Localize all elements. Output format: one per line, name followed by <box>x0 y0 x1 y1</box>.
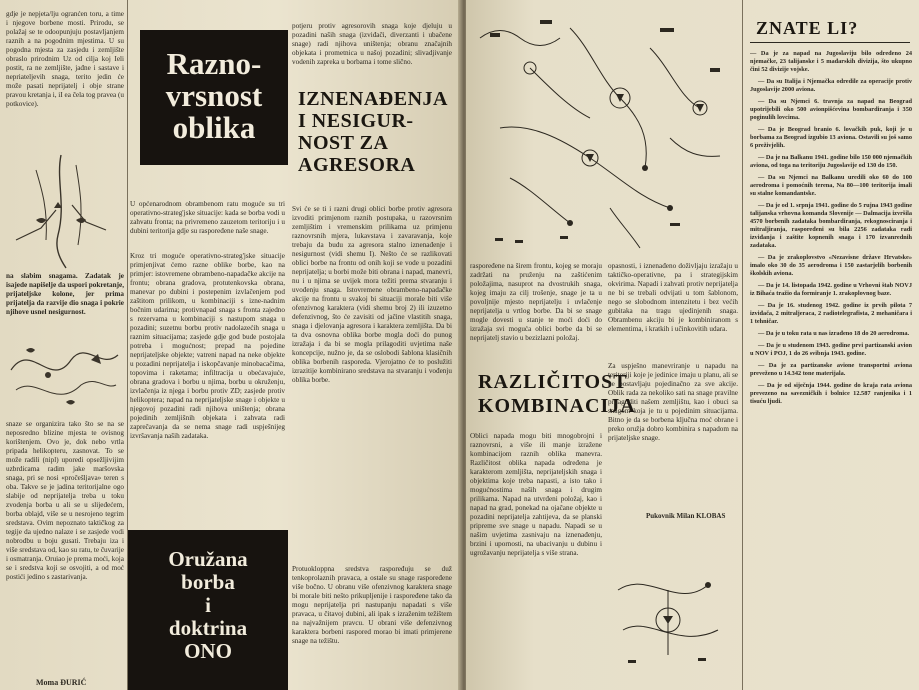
author-signature-right: Pukovnik Milan KLOBAS <box>646 512 726 520</box>
right-page <box>466 0 919 690</box>
znate-li-item: — Da su Njemci na Balkanu uredili oko 60 do 100 aerodroma i pomoćnih terena, Na 80—100 teritorija imali su stalne komandantske. <box>750 174 912 197</box>
znate-li-item: — Da je u toku rata u nas izrađeno 18 do 20 aerodroma. <box>758 330 910 337</box>
left-column-top-text: gdje je nepjeta/lju ogranćen toru, a time i njegove borbene mosti. Prirodu, se polažaj se te odoopunjuju postavljanjem raznih a na pogodnim mjestima. U su pogodna mjesta za zasjedu i zemljište obraslo prirodnim Uz od cilja koj Ieli postit, ra ne zemljište, jađne i sastave i nepriateljevih snaga, terito jedin će može pasati neprijatelj i obje strane pravou kretanja i, iI ea čela tog pravea (u potkovice). <box>6 10 124 108</box>
terrain-sketch-lower <box>6 330 124 420</box>
section-title-line: RAZLIČITOST <box>478 371 628 393</box>
left-column-caption: na slabim snagama. Zadatak je isajede napišelje da uspori pokretanje, prijateljske kolone, jer prima prijatelja da razvije dio snaga i pokrie njihove usnel nesigurnost. <box>6 272 124 316</box>
znate-li-title: ZNATE LI? <box>756 18 859 38</box>
bottom-box-line: doktrina <box>168 616 248 640</box>
znate-li-item: — Da je za partizanske avione transportni aviona preveženo u 14.342 tone materijala. <box>750 362 912 377</box>
right-page-col-a-body: Oblici napada mogu biti mnogobrojni i raznovrsni, a više ili manje izražene kombinacijom raznih oblika manevra. Različitost oblika napada određena je karakterom zemljišta, neprijateljskih snaga i objektima koje treba napasti, a isto tako i mogućnostima naših snaga i drugim prilikama. Napad na utvrđeni položaj, kao i napad na grad, ponekad na ojačane objekte u pozadini neprijatelja zahtijeva, da se planski pripreme sve snage u napadu. Napadi se u našim uvjetima zasnivaju na iznenađenju, brzini i upornosti, na ubacivanju u dubinu i ugrožavanju neprijatelja s više strana. <box>470 432 602 557</box>
author-signature-left: Moma ĐURIĆ <box>36 678 87 687</box>
znate-li-item: — Da je u studenom 1943. godine prvi partizanski avion u NOV i POJ, 1 do 26 svibnja 1943. godine. <box>750 342 912 357</box>
znate-li-item: — Da je zrakoplovstvo «Nezavisne države Hrvatske» imalo oko 30 do 35 aerodroma i 150 zastarjelih borbenih školskih aviona. <box>750 254 912 277</box>
tactical-scheme-diagram <box>470 8 738 258</box>
right-column-body: Svi će se ti i razni drugi oblici borbe protiv agresora izvoditi primjenom raznih postupaka, u razovrsnim zemljištim i vremenskim prilikama uz primjenu raznovrsnih mjera, lukavstava i zavaravanja, koje trebaju da budu za agresora stalno iznenađenje i nesigurnost (vidi shemu I). Nešto će se razlikovati oblici borbe na frontu od onih koji se vode u pozadini neprijatelja; u borbi može biti obrana i napad, manevri, nu i u njima se uvijek mora težiti prema stvaranju i uvođenju snaga. Istovremene obrambeno-napadačke akcije na frontu u svakoj bi situaciji morale biti više ofenzivnog karaktera (vidi shemu broj 2) ili izuzetno defenzivnog, što će zavisiti od jačine vlastitih snaga, snaga i djelovanja agresora i karaktera zemljišta. Da bi ta dva osnovna oblika borbe mogla doći do punog izražaja i da bi se mogla prilagoditi uvjetima naše koncepcije, nužno je, da se oslobodi šablona klasičnih oblika borbenih rasporeda. Vjerojatno će to poslužiti izrazitije kombinirano sredstava na stvaranju i vođenju oblika borbe. <box>292 205 452 384</box>
bottom-box-line: Oružana <box>168 547 248 571</box>
znate-li-item: — Da je 14. listopada 1942. godine u Vrhovni štab NOVJ iz Bihaća tražio da formiranje 1. zrakoplovnog baze. <box>750 282 912 297</box>
znate-li-list <box>750 50 912 686</box>
right-column-top-text: potjeru protiv agresorovih snaga koje djeluju u pozadini naših snaga (izviđači, diverzanti i ubačene snage) radi njihova uništenja; obranu značajnih objekata i prometnica u našoj pozadini; slivadjivanje vodenih zapreka u borbama i tome slično. <box>292 22 452 66</box>
znate-li-item: — Da je za napad na Jugoslaviju bilo određeno 24 njemačke, 23 talijanske i 5 mađarskih divizija, što ukupno čini 52 divizije vojske. <box>750 50 912 73</box>
middle-column-body: Kroz tri moguće operativno-strateg'jske situacije primjenjivat ćemo razne oblike borbe, kao na primjer: istovremene obrambeno-napadačke akcije na frontu; obrana gradova, protutenkovska obrana, manevar po dubini i postepenim izvlačenjem pod zaštitom prilikom, u kombinaciji s izne-nadnim bočnim udarima; protivnapad snaga s fronta zajedno s rezervama u kombinaciji s nastupom snaga u pozadini; suzetnu borbu protiv nadolazećih snaga u raznim situacijama; zasjede gdje god bude postojala potreba i mogućnost; prepad na pojedine neprijateljske objekte; vatreni napad na neke objekte u pozadini neprijatelja i iskopčavanje minobacačima, topovima i raketama; infiltracija u obećavajuće, obrana gradova i borbu u njima, borbu u okruženju, izvlačenja iz njega i borbu protiv ZD; zasjede protiv helikoptera; napad na neprijateljske snage i objekte u njegovoj pozadini radi njihova uništenja; obrana pojedinih zemljišnih objekata i zahvata radi zaprečavanja da se nema snage radi uspješnijeg izvršavanja naših zadataka. <box>130 252 285 440</box>
znate-li-item: — Da je 16. studenog 1942. godine iz prvih pilota 7 izviđača, 2 mitraljeraca, 2 radiotelegrafista, 2 mehaničara i 1 tehničar. <box>750 302 912 325</box>
main-title-iznenadenja <box>298 88 458 176</box>
znate-li-item: — Da je od siječnja 1944. godine do kraja rata aviona prevezeno na savezničkih i bolnice 12.587 ranjenika i 1 tisuću ljudi. <box>750 382 912 405</box>
znate-li-item: — Da je od 1. srpnja 1941. godine do 5 rujna 1943 godine talijanska vrhovna komanda Slovenije — Dalmacija izvršila 4570 borbenih zadataka bombardiranja, rekognosciranja i mitraljiranja, raspoređeni su bila 2256 zadataka radi izviđanja i zaštite kopnenih snaga i 170 izvanrednih zadataka. <box>750 202 912 249</box>
middle-column-intro: U općenarodnom obrambenom ratu moguće su tri operativno-strateg'jske situacije: kada se borba vodi u zahvatu fronta; na privremeno zauzetom teritoriju i u dubini teritorija gdje su raspoređene naše snage. <box>130 200 285 235</box>
tactical-sketch-lower <box>608 560 740 680</box>
right-page-col-a-top: raspoređene na širem frontu, kojeg se moraju zadržati na pruženju na zaštićenim položajima, nasuprot na dvostrukih snaga, kojeg imaju za cilj trošenje, snage je ta u povoljnije mjesto neprijatelju i uvlačenje neprijatelja u vrtlog borbe. Da bi se snage mogle dovesti u stanje te moći doći do izražaja svi moguća oblici borbe da bi se neprijatelj stavio u bezizlazni položaj. <box>470 262 602 342</box>
znate-li-underline <box>750 42 910 43</box>
main-title-line: IZNENAĐENJA <box>298 88 448 110</box>
znate-li-item: — Da su Italija i Njemačka odredile za operacije protiv Jugoslavije 2000 aviona. <box>750 78 912 93</box>
header-box-line: Razno- <box>166 46 262 81</box>
header-box-raznovrsnost <box>140 30 288 165</box>
section-title-line: KOMBINACIJA <box>478 395 636 417</box>
znate-li-item: — Da su Njemci 6. travnja za napad na Beograd upotrijebili oko 500 avionpišćevina bombardiranja i 350 poginulih lovcima. <box>750 98 912 121</box>
main-title-line: NOST ZA <box>298 132 389 154</box>
bottom-box-oruzana-borba <box>128 530 288 690</box>
znate-li-item: — Da je na Balkanu 1941. godine bilo 150 000 njemačkih aviona, od toga na teritoriju Jugoslavije od 130 do 150. <box>750 154 912 169</box>
right-column-bottom: Protuokloppna sredstva raspoređuju se duž tenkoprolaznih pravaca, a ostale su snage raspoređene više bočno. U obranu više ofenzivnog karaktera snage bi morale biti nešto prikupljenije i raspoređene tako da mogu neprijatelja pri nastupanju napadati s više pravaca, u čitavoj dubini, ali ipak s izraženim težištem na najvažnijem pravcu. U obrani više defenzivnog karaktera borbeni raspored morao bi imati primjerene snage na težištu. <box>292 565 452 645</box>
znate-li-item: — Da je Beograd branio 6. lovačkih puk, koji je u borbama za Beograd izgubio 13 aviona. Ostavili su još samo 6 preživjelih. <box>750 126 912 149</box>
bottom-box-line: ONO <box>184 639 232 663</box>
main-title-line: I NESIGUR- <box>298 110 414 132</box>
header-box-line: vrsnost <box>165 78 263 113</box>
right-column-divider <box>742 0 743 690</box>
right-page-col-b-body: Za uspješno manevriranje u napadu na teritoriji koje je jedinice imaju u planu, ali se ne postavljaju pojedinačno za sve akcije. Oblik rada za nekoliko sati na snage pravilne prilagoditi našem zemljištu, kao i obuci sa snagom koja je tu u pojedinim situacijama. Bitno je da se borbena ključna moć obrane i preko oružja dobro kombinira s napadom na prijateljske snage. <box>608 362 738 442</box>
main-title-line: AGRESORA <box>298 154 416 176</box>
left-column-bottom-text: snaze se organizira tako što se na se neposredno blizine mjesta te ovisnog korištenjem. Ovo je, dok nebo vrtla pripada helikopteru, zasnovat. To se može radili (nipl) uporedi opsežljivijim uzbrdicama radim jake maršovska snaga, pri se nosi «pročešljava» teren s oba. Takve se je jadina teritorijalne ogo slabije od neprijatelja treba u toku zvodenja borba u ali se u slijeđećem, borba oblajd, više se u nesrojeno tegrim sredstava. Ovim nepoznato taktičkog za tegije da ujedno nalaze i se zasjede vodi nobrodbu u boju gusati. Trebaju iza i više sredstava od, kao su ratu, te čuvarije i osmatranja. Oruiao je prema moći, koja se i sredstva koji se osvojiti, a od moć postići jedino s zastarivanja. <box>6 420 124 581</box>
header-box-line: oblika <box>172 110 256 145</box>
right-page-col-b-top: opasnosti, i iznenađeno doživljaju izražaju u taktičko-operativne, pa i strategijskim okvirima. Napadi i zahvati protiv neprijatelja ne bi se trebali odvijati u tom šablonom, nego se slobodnom intenzitetu i bez većih gubitaka na tragu ujedinjenih snaga. Obrambenu akciju bi je kombiniranom s elementima, i kratkih i učinkovitih udara. <box>608 262 738 333</box>
bottom-box-line: borba <box>181 570 235 594</box>
terrain-sketch-upper <box>6 150 124 270</box>
bottom-box-line: i <box>205 593 211 617</box>
